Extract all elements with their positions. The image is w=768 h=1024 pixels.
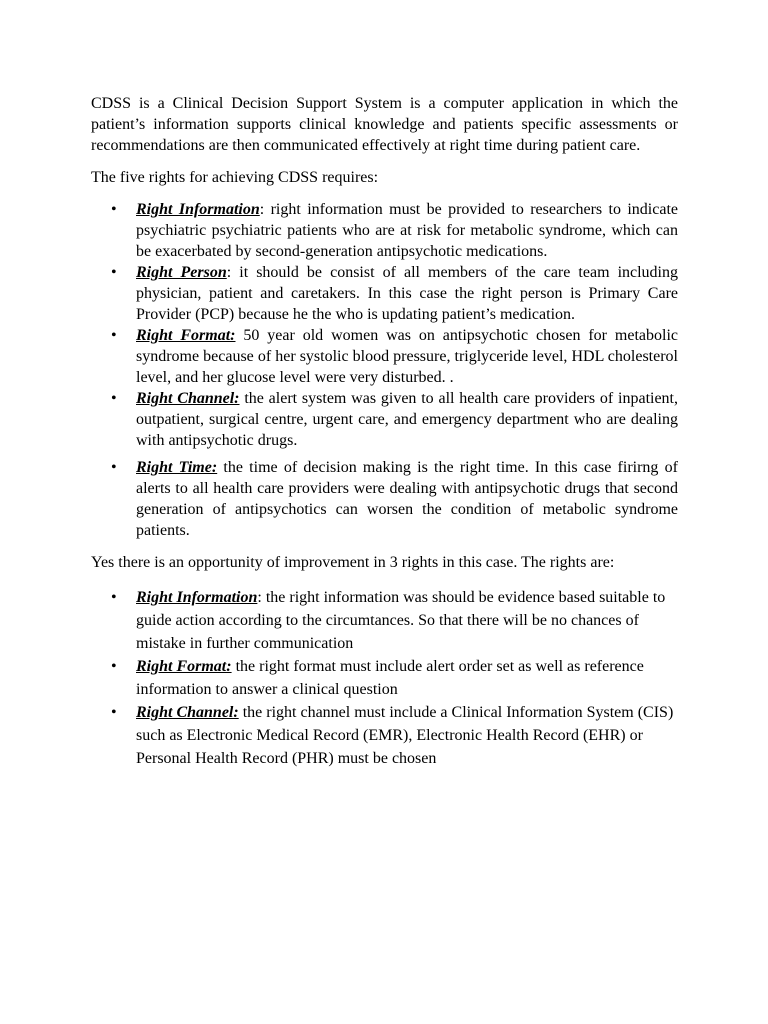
bullet-icon: • [111, 459, 117, 476]
right-term: Right Information [136, 201, 260, 218]
right-term: Right Format: [136, 327, 236, 344]
bullet-icon: • [111, 264, 117, 281]
right-term: Right Channel: [136, 704, 239, 721]
right-description: : it should be consist of all members of the care team including physician, patient and caretakers. In this case the right person is Primary Care Provider (PCP) because he the who is updating patient’s medication. [136, 264, 679, 323]
list-item [91, 701, 678, 770]
right-description: the alert system was given to all health care providers of inpatient, outpatient, surgical centre, urgent care, and emergency department who are dealing with antipsychotic drugs. [136, 390, 679, 449]
list-item [91, 325, 678, 388]
bullet-icon: • [111, 658, 117, 675]
improvement-heading: Yes there is an opportunity of improvement in 3 rights in this case. The rights are: [91, 554, 615, 571]
list-item [91, 388, 678, 451]
five-rights-list [91, 199, 678, 541]
right-description: the time of decision making is the right time. In this case firirng of alerts to all health care providers were dealing with antipsychotic drugs that second generation of antipsychotics can worsen the condition of metabolic syndrome patients. [136, 459, 678, 539]
list-item [91, 586, 678, 655]
bullet-icon: • [111, 589, 117, 606]
right-term: Right Time: [136, 459, 218, 476]
right-description: : right information must be provided to researchers to indicate psychiatric psychiatric patients who are at risk for metabolic syndrome, which can be exacerbated by second-generation antipsychotic medications. [136, 201, 678, 260]
list-item [91, 199, 678, 262]
right-description: 50 year old women was on antipsychotic chosen for metabolic syndrome because of her systolic blood pressure, triglyceride level, HDL cholesterol level, and her glucose level were very disturbed. . [136, 327, 678, 386]
improvement-rights-list [91, 586, 678, 770]
intro-paragraph: CDSS is a Clinical Decision Support System is a computer application in which the patient’s information supports clinical knowledge and patients specific assessments or recommendations are then communicated effectively at right time during patient care. [91, 95, 678, 154]
bullet-icon: • [111, 390, 117, 407]
right-description: the right format must include alert order set as well as reference information to answer a clinical question [136, 658, 644, 698]
bullet-icon: • [111, 704, 117, 721]
right-term: Right Information [136, 589, 258, 606]
list-item [91, 655, 678, 701]
bullet-icon: • [111, 201, 117, 218]
bullet-icon: • [111, 327, 117, 344]
right-description: the right channel must include a Clinical Information System (CIS) such as Electronic Medical Record (EMR), Electronic Health Record (EHR) or Personal Health Record (PHR) must be chosen [136, 704, 674, 767]
document-body [91, 93, 678, 770]
right-term: Right Format: [136, 658, 232, 675]
five-rights-heading: The five rights for achieving CDSS requires: [91, 169, 379, 186]
right-term: Right Person [136, 264, 227, 281]
right-description: : the right information was should be evidence based suitable to guide action according to the circumtances. So that there will be no chances of mistake in further communication [136, 589, 666, 652]
list-item [91, 457, 678, 541]
list-item [91, 262, 678, 325]
right-term: Right Channel: [136, 390, 240, 407]
